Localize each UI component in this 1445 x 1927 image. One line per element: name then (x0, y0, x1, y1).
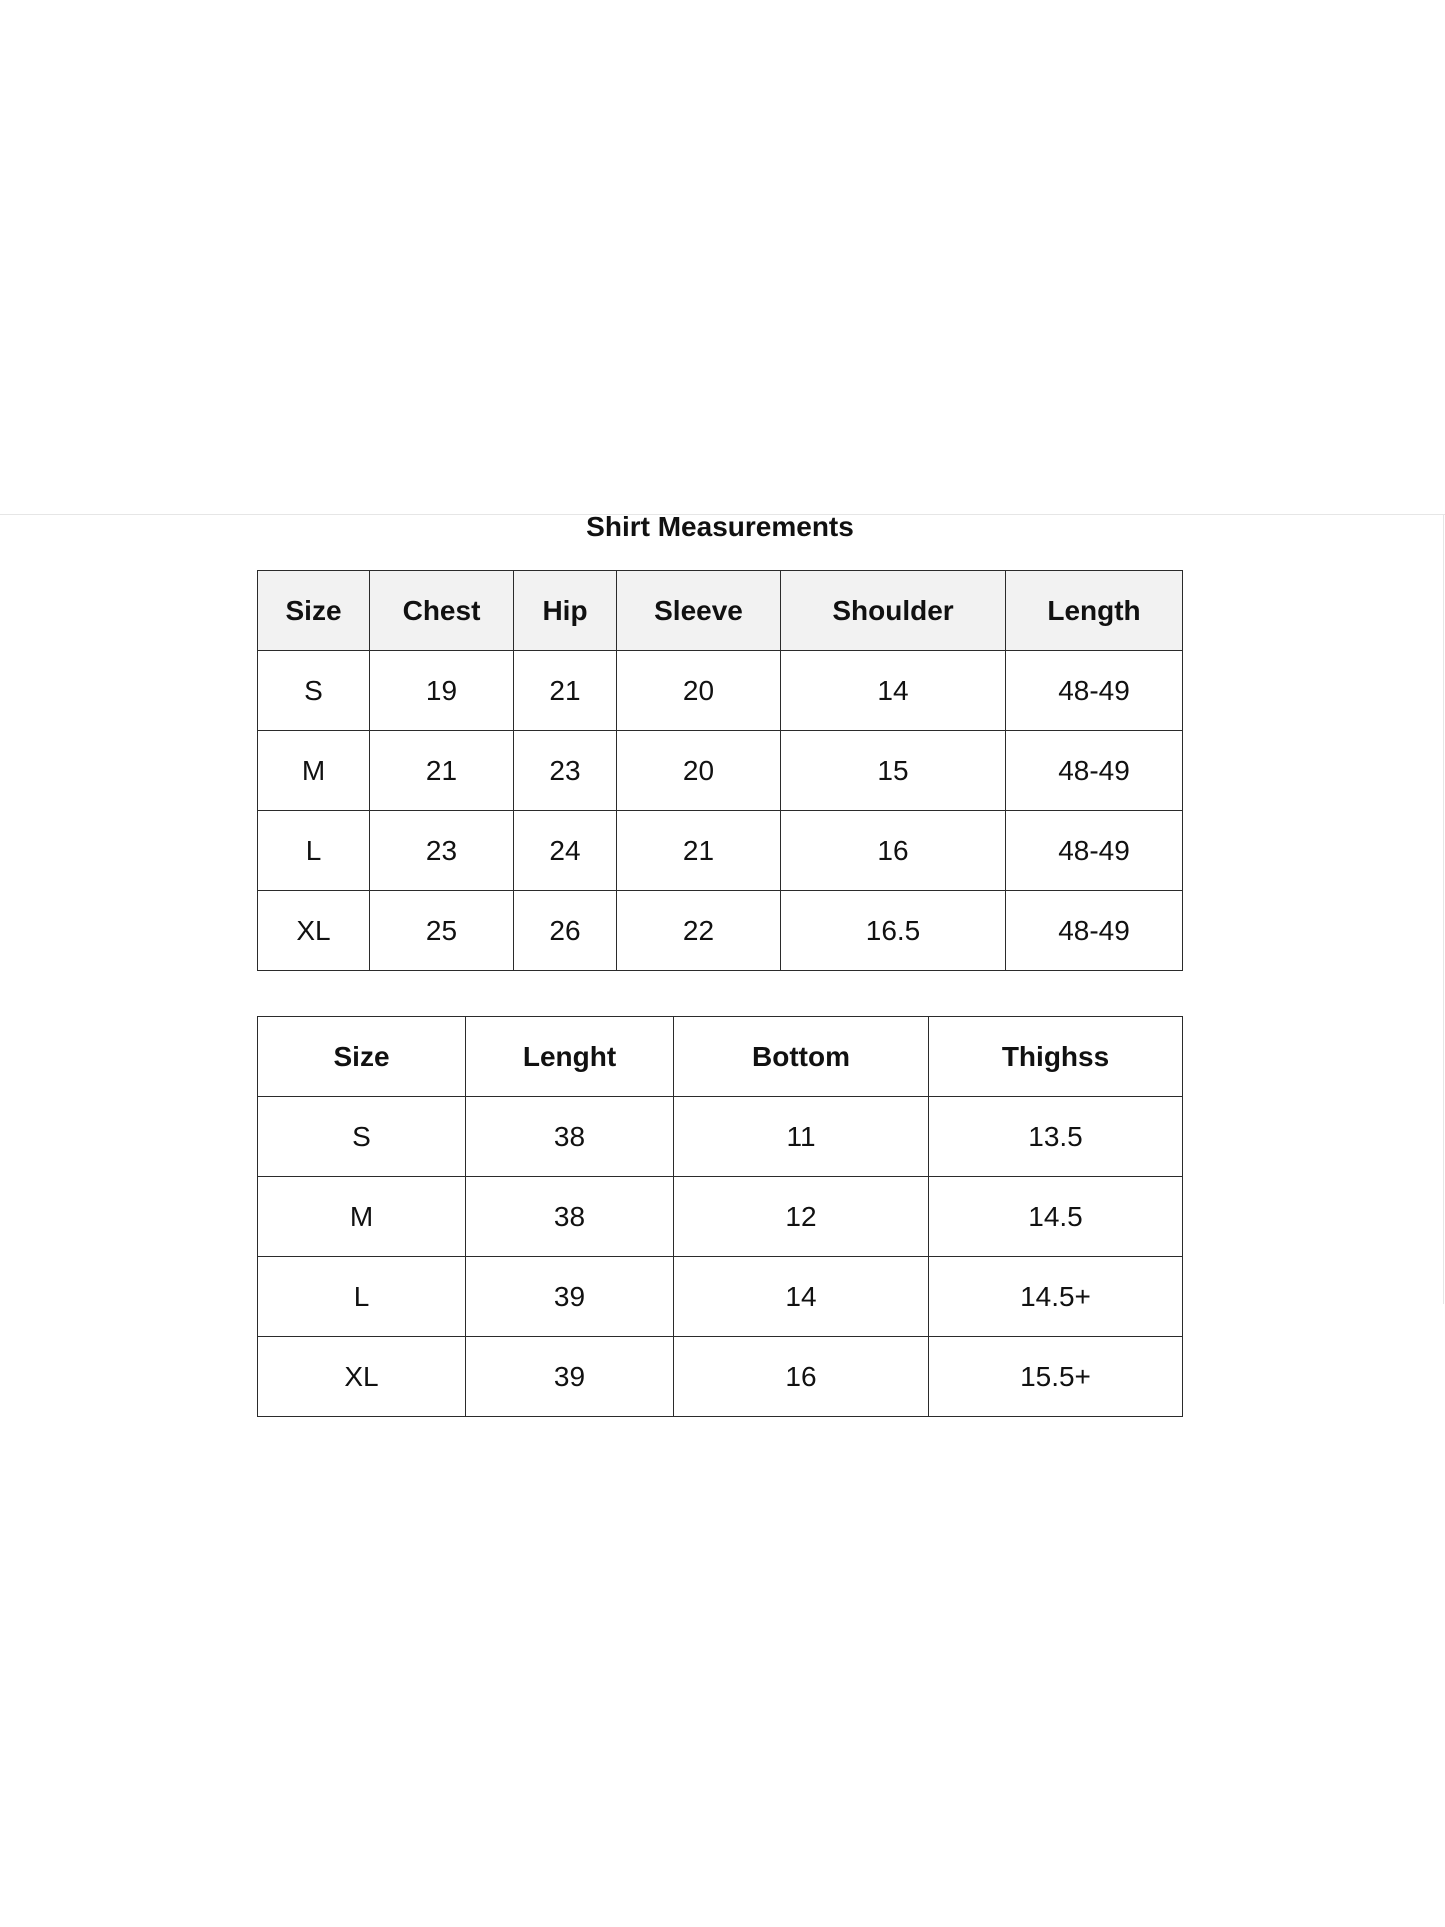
table-cell: 48-49 (1006, 731, 1183, 811)
table-cell: 14.5+ (929, 1257, 1183, 1337)
table-row (258, 1337, 1183, 1417)
table-cell: 26 (514, 891, 617, 971)
table-cell: 38 (466, 1097, 674, 1177)
table-row (258, 1177, 1183, 1257)
table-cell: 48-49 (1006, 651, 1183, 731)
table-cell: 24 (514, 811, 617, 891)
pant-measurements-table (257, 1016, 1183, 1417)
column-header: Bottom (674, 1017, 929, 1097)
table-cell: 23 (370, 811, 514, 891)
table-cell: 39 (466, 1337, 674, 1417)
table-cell: 13.5 (929, 1097, 1183, 1177)
table-cell: XL (258, 891, 370, 971)
table-cell: 11 (674, 1097, 929, 1177)
table-row (258, 731, 1183, 811)
table-cell: 21 (617, 811, 781, 891)
table-cell: M (258, 1177, 466, 1257)
column-header: Chest (370, 571, 514, 651)
table-cell: 21 (370, 731, 514, 811)
table-cell: 19 (370, 651, 514, 731)
table-row (258, 1257, 1183, 1337)
table-cell: 38 (466, 1177, 674, 1257)
column-header: Sleeve (617, 571, 781, 651)
table-cell: 16 (674, 1337, 929, 1417)
column-header: Size (258, 1017, 466, 1097)
table-cell: 15.5+ (929, 1337, 1183, 1417)
table-cell: 14 (781, 651, 1006, 731)
column-header: Length (1006, 571, 1183, 651)
table-header-row (258, 571, 1183, 651)
table-cell: 16.5 (781, 891, 1006, 971)
table-cell: 22 (617, 891, 781, 971)
table-cell: 20 (617, 731, 781, 811)
table-cell: 15 (781, 731, 1006, 811)
table-cell: 12 (674, 1177, 929, 1257)
table-cell: 39 (466, 1257, 674, 1337)
column-header: Hip (514, 571, 617, 651)
column-header: Thighss (929, 1017, 1183, 1097)
table-cell: XL (258, 1337, 466, 1417)
table-cell: 14.5 (929, 1177, 1183, 1257)
table-row (258, 811, 1183, 891)
table-cell: 48-49 (1006, 891, 1183, 971)
table-cell: 20 (617, 651, 781, 731)
table-header-row (258, 1017, 1183, 1097)
right-divider (1443, 514, 1444, 1304)
table-row (258, 651, 1183, 731)
table-row (258, 891, 1183, 971)
table-cell: 25 (370, 891, 514, 971)
table-cell: 48-49 (1006, 811, 1183, 891)
table-cell: M (258, 731, 370, 811)
table-cell: 23 (514, 731, 617, 811)
column-header: Shoulder (781, 571, 1006, 651)
column-header: Size (258, 571, 370, 651)
table-cell: L (258, 811, 370, 891)
table-cell: S (258, 1097, 466, 1177)
table-cell: L (258, 1257, 466, 1337)
table-cell: 14 (674, 1257, 929, 1337)
table-cell: 16 (781, 811, 1006, 891)
table-cell: S (258, 651, 370, 731)
shirt-measurements-table (257, 570, 1183, 971)
table-row (258, 1097, 1183, 1177)
page-title: Shirt Measurements (586, 511, 854, 542)
column-header: Lenght (466, 1017, 674, 1097)
table-cell: 21 (514, 651, 617, 731)
